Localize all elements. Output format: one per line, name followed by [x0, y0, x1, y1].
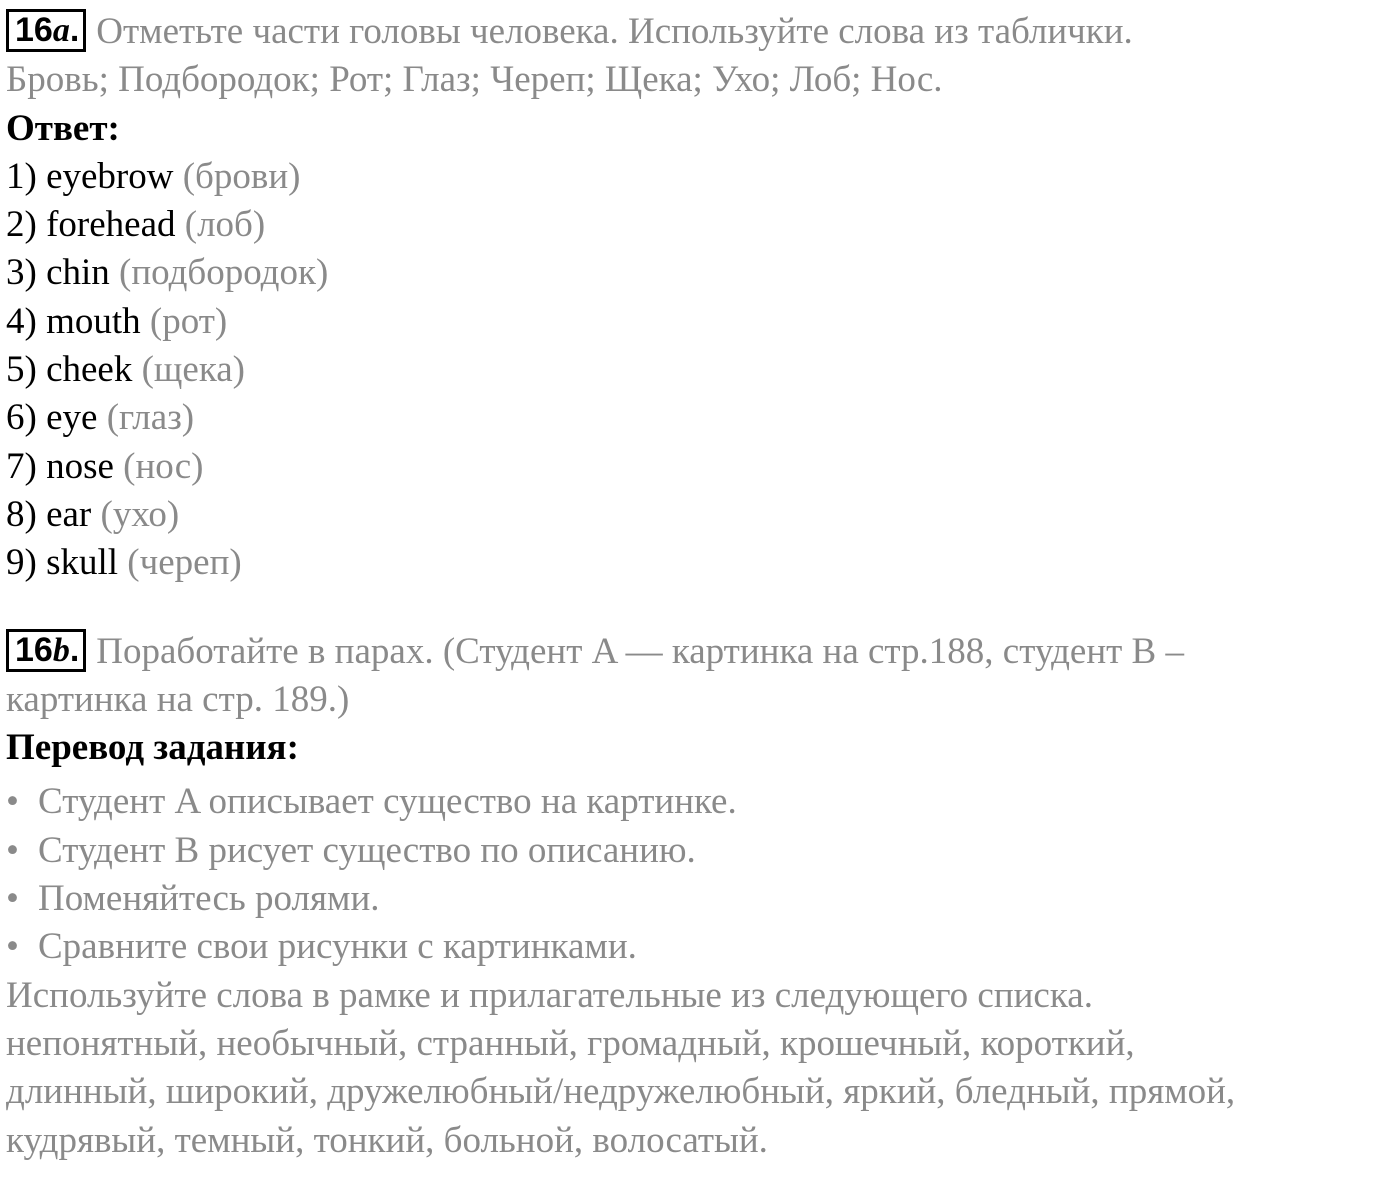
answer-russian: (нос)	[123, 445, 204, 487]
answer-english: forehead	[46, 204, 176, 246]
answer-number: 6)	[6, 397, 37, 439]
answer-number: 5)	[6, 349, 37, 391]
task-16b-number: 16	[15, 630, 53, 669]
task-16a-header	[6, 8, 1396, 56]
answer-item	[6, 539, 1396, 587]
bullet-text: Студент A описывает существо на картинке.	[38, 781, 737, 823]
answer-russian: (череп)	[127, 542, 242, 584]
translation-heading: Перевод задания:	[6, 727, 299, 769]
answer-number: 3)	[6, 252, 37, 294]
answer-english: cheek	[46, 349, 133, 391]
answer-english: ear	[46, 493, 92, 535]
answer-item	[6, 346, 1396, 394]
answer-english: nose	[46, 445, 114, 487]
answer-russian: (лоб)	[184, 204, 266, 246]
answer-russian: (глаз)	[106, 397, 195, 439]
task-16b-dot: .	[69, 630, 80, 669]
exercise-page	[6, 8, 1396, 1165]
answer-english: eyebrow	[46, 155, 174, 197]
bullet-item	[6, 875, 1396, 923]
answer-number: 2)	[6, 204, 37, 246]
adjective-line: длинный, широкий, дружелюбный/недружелюбный, яркий, бледный, прямой,	[6, 1071, 1236, 1113]
answer-number: 7)	[6, 445, 37, 487]
answer-item	[6, 298, 1396, 346]
answer-heading: Ответ:	[6, 107, 120, 149]
task-16a-instruction: Отметьте части головы человека. Используйте слова из таблички.	[96, 11, 1133, 52]
answer-item	[6, 153, 1396, 201]
answer-number: 8)	[6, 493, 37, 535]
bullet-dot-icon: •	[6, 781, 19, 823]
adjective-line: кудрявый, темный, тонкий, больной, волосатый.	[6, 1119, 768, 1161]
task-16a-dot: .	[69, 11, 80, 49]
task-16b-instruction-line2: картинка на стр. 189.)	[6, 678, 350, 720]
task-16b-header	[6, 628, 1396, 676]
bullet-item	[6, 923, 1396, 971]
answer-russian: (подбородок)	[119, 252, 329, 294]
answer-item	[6, 249, 1396, 297]
answer-russian: (ухо)	[100, 493, 180, 535]
adjective-line: непонятный, необычный, странный, громадный, крошечный, короткий,	[6, 1022, 1135, 1064]
task-16a-letter: a	[52, 12, 70, 49]
task-16b-instruction-line1: Поработайте в парах. (Студент A — картинка на стр.188, студент B –	[96, 630, 1184, 672]
task-16a-word-box: Бровь; Подбородок; Рот; Глаз; Череп; Щека; Ухо; Лоб; Нос.	[6, 59, 943, 101]
answer-number: 1)	[6, 155, 37, 197]
answer-english: mouth	[46, 300, 141, 342]
answer-item	[6, 394, 1396, 442]
bullet-text: Студент B рисует существо по описанию.	[38, 829, 696, 871]
answer-english: chin	[46, 252, 110, 294]
bullet-text: Поменяйтесь ролями.	[38, 878, 380, 920]
task-16a-number: 16	[15, 11, 53, 49]
bullet-item	[6, 778, 1396, 826]
answer-russian: (щека)	[141, 349, 246, 391]
answer-english: skull	[46, 542, 119, 584]
answer-russian: (рот)	[149, 300, 228, 342]
answer-item	[6, 443, 1396, 491]
answer-russian: (брови)	[182, 155, 301, 197]
section-spacer	[6, 588, 1396, 628]
bullet-dot-icon: •	[6, 926, 19, 968]
bullet-list	[6, 778, 1396, 971]
bullet-text: Сравните свои рисунки с картинками.	[38, 926, 637, 968]
closing-line: Используйте слова в рамке и прилагательные из следующего списка.	[6, 974, 1093, 1016]
task-16a-number-box	[6, 9, 86, 52]
task-16b-letter: b	[52, 631, 70, 669]
bullet-dot-icon: •	[6, 878, 19, 920]
answer-list	[6, 153, 1396, 588]
answer-english: eye	[46, 397, 98, 439]
bullet-dot-icon: •	[6, 829, 19, 871]
answer-number: 4)	[6, 300, 37, 342]
bullet-item	[6, 827, 1396, 875]
answer-number: 9)	[6, 542, 37, 584]
answer-item	[6, 491, 1396, 539]
answer-item	[6, 201, 1396, 249]
task-16b-number-box	[6, 629, 86, 672]
